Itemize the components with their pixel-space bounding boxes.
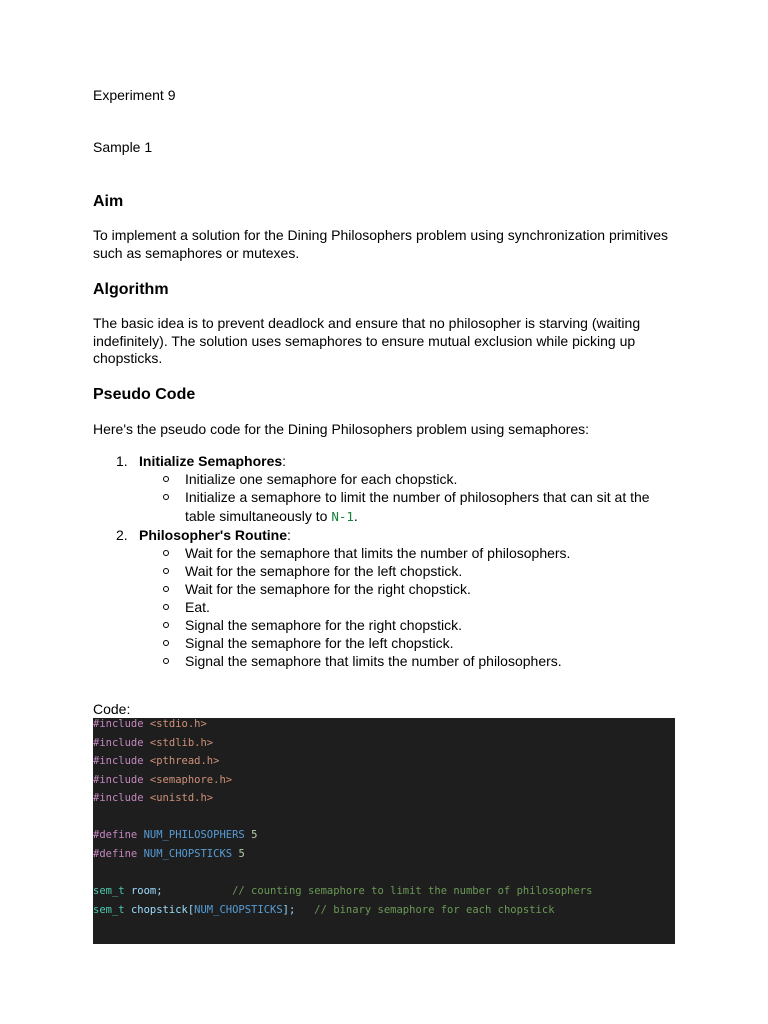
algorithm-text: The basic idea is to prevent deadlock and ensure that no philosopher is starving (waiting indefinitely). The solution uses semaphores to ensure mutual exclusion while picking up chopsticks. xyxy=(93,315,641,366)
list-item: Initialize one semaphore for each chopstick. xyxy=(139,470,675,488)
list-item: Wait for the semaphore for the left chopstick. xyxy=(139,562,675,580)
step-colon: : xyxy=(282,453,287,469)
aim-text: To implement a solution for the Dining Philosophers problem using synchronization primitives such as semaphores or mutexes. xyxy=(93,227,669,261)
list-item: Wait for the semaphore for the right chopstick. xyxy=(139,580,675,598)
experiment-title: Experiment 9 xyxy=(93,87,176,103)
step-item xyxy=(93,452,675,526)
step-sublist xyxy=(139,470,675,526)
step-colon: : xyxy=(287,527,291,543)
pseudo-intro: Here's the pseudo code for the Dining Philosophers problem using semaphores: xyxy=(93,421,590,437)
code-line: #include <pthread.h> xyxy=(93,755,220,767)
inline-code: N-1 xyxy=(331,508,354,524)
list-item: Wait for the semaphore that limits the number of philosophers. xyxy=(139,544,675,562)
step-title: Initialize Semaphores xyxy=(139,453,283,469)
code-line: #include <unistd.h> xyxy=(93,792,214,804)
step-number: 1. xyxy=(116,453,128,469)
code-block xyxy=(93,718,675,944)
list-item: Signal the semaphore that limits the number of philosophers. xyxy=(139,652,675,670)
sample-title: Sample 1 xyxy=(93,139,153,155)
aim-heading: Aim xyxy=(93,193,124,210)
list-item: Eat. xyxy=(139,598,675,616)
code-label: Code: xyxy=(93,701,131,717)
pseudo-steps-list xyxy=(93,452,675,670)
list-item: Signal the semaphore for the right chopstick. xyxy=(139,616,675,634)
step-item xyxy=(93,526,675,670)
code-line: #include <stdlib.h> xyxy=(93,736,214,749)
pseudo-heading: Pseudo Code xyxy=(93,386,196,403)
code-line: sem_t chopstick[NUM_CHOPSTICKS]; // binary semaphore for each chopstick xyxy=(93,903,555,916)
code-line: sem_t room; // counting semaphore to limit the number of philosophers xyxy=(93,885,593,897)
step-number: 2. xyxy=(116,527,128,543)
algorithm-heading: Algorithm xyxy=(93,281,169,298)
step-sublist xyxy=(139,544,675,670)
code-line: #include <stdio.h> xyxy=(93,718,207,730)
code-line: #define NUM_PHILOSOPHERS 5 xyxy=(93,829,258,841)
list-item: Initialize a semaphore to limit the number of philosophers that can sit at the table simultaneously to N-1. xyxy=(139,488,675,526)
step-title: Philosopher's Routine xyxy=(139,527,288,543)
list-item: Signal the semaphore for the left chopstick. xyxy=(139,634,675,652)
code-line: #include <semaphore.h> xyxy=(93,773,233,786)
code-line: #define NUM_CHOPSTICKS 5 xyxy=(93,847,245,860)
